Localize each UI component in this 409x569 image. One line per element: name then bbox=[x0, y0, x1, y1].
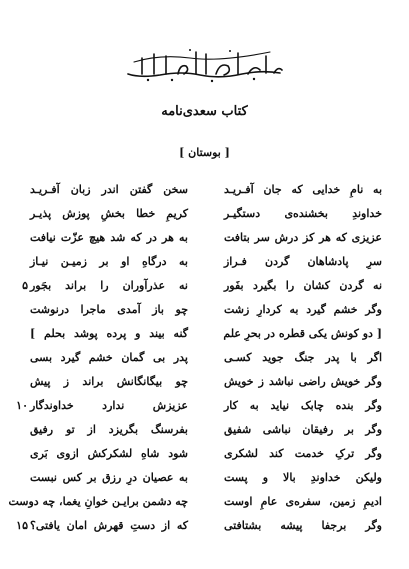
verse-line-number bbox=[10, 490, 28, 514]
basmala-calligraphy bbox=[120, 44, 290, 84]
verse-line-number bbox=[10, 466, 28, 490]
verse-first-hemistich: وگر برجفا پیشه بشتافتی bbox=[224, 519, 382, 532]
verse-line-number: ۵ bbox=[22, 279, 28, 292]
verse-row bbox=[30, 250, 382, 274]
verse-row bbox=[30, 442, 382, 466]
verse-row bbox=[30, 322, 382, 346]
verse-first-hemistich: وگر بنده چابک نیاید به کار bbox=[224, 399, 382, 412]
verse-line-number bbox=[10, 226, 28, 250]
verse-second-hemistich: سخن گفتن اندر زبان آفـریـد bbox=[30, 183, 188, 196]
verse-line-number: ۱۰ bbox=[16, 399, 28, 412]
verse-second-hemistich: به هر در که شد هیچ عزّت نیافت bbox=[30, 231, 188, 244]
verse-line-number bbox=[10, 418, 28, 442]
verse-line-number bbox=[10, 370, 28, 394]
verse-second-hemistich: که از دستِ قهرش امان یافتی؟ bbox=[30, 519, 188, 532]
verse-line-number bbox=[10, 202, 28, 226]
book-title: کتاب سعدی‌نامه bbox=[161, 104, 248, 119]
verse-line-number bbox=[10, 442, 28, 466]
verse-first-hemistich: عزیزی که هر کز درش سر بتافت bbox=[224, 231, 382, 244]
verse-first-hemistich: وگر خویش راضی نباشد ز خویش bbox=[224, 375, 382, 388]
verse-row bbox=[22, 274, 382, 298]
verse-first-hemistich: خداوندِ بخشنده‌ی دستگیـر bbox=[224, 207, 382, 220]
verse-first-hemistich: وگر بر رفیقان نباشی شفیق bbox=[224, 423, 382, 436]
verse-second-hemistich: پدر بی گمان خشم گیرد بسی bbox=[30, 351, 188, 364]
verse-line-number bbox=[10, 178, 28, 202]
verse-second-hemistich: عزیزش ندارد خداوندگار bbox=[30, 399, 188, 412]
verse-second-hemistich: نه عذرآوران را براند بجَور bbox=[30, 279, 188, 292]
verse-second-hemistich: چه دشمن برایـن خوانِ یغما، چه دوست bbox=[8, 495, 188, 508]
verse-row bbox=[16, 514, 382, 538]
verse-first-hemistich: وگر خشم گیرد به کردارِ زشت bbox=[224, 303, 382, 316]
verse-second-hemistich: کریمِ خطا بخشِ پوزش پذیـر bbox=[30, 207, 188, 220]
section-heading: [ بوستان ] bbox=[179, 146, 230, 159]
verse-row bbox=[30, 370, 382, 394]
verse-second-hemistich: به درگاهِ او بر زمیـن نیـاز bbox=[30, 255, 188, 268]
verse-first-hemistich: ادیمِ زمین، سفره‌ی عامِ اوست bbox=[224, 495, 382, 508]
verse-row bbox=[30, 346, 382, 370]
verse-second-hemistich: شود شاهِ لشکرکش ازوی بَری bbox=[30, 447, 188, 460]
verse-second-hemistich: چو باز آمدی ماجرا درنوشت bbox=[30, 303, 188, 316]
verse-first-hemistich: اگر با پدر جنگ جوید کسـی bbox=[224, 351, 382, 364]
verse-second-hemistich: چو بیگانگانش براند ز پیش bbox=[30, 375, 188, 388]
verse-row bbox=[8, 490, 382, 514]
verse-first-hemistich: ولیکن خداوندِ بالا و پست bbox=[224, 471, 382, 484]
verse-first-hemistich: وگر ترکِ خدمت کند لشکری bbox=[224, 447, 382, 460]
verse-second-hemistich: به عصیان درِ رزق بر کس نبست bbox=[30, 471, 188, 484]
verse-line-number bbox=[10, 346, 28, 370]
verse-row bbox=[30, 178, 382, 202]
verse-first-hemistich: سرِ پادشاهان گردن فـراز bbox=[224, 255, 382, 268]
verse-row bbox=[30, 226, 382, 250]
basmala-calligraphy-drawing bbox=[120, 44, 290, 84]
verse-row bbox=[16, 394, 382, 418]
verse-second-hemistich: گنه بیند و پرده پوشد بحلم ] bbox=[30, 327, 188, 340]
verse-first-hemistich: نه گردن کشان را بگیرد بفَور bbox=[224, 279, 382, 292]
verse-row bbox=[30, 298, 382, 322]
verse-row bbox=[30, 202, 382, 226]
verse-row bbox=[30, 418, 382, 442]
verse-row bbox=[30, 466, 382, 490]
verse-line-number: ۱۵ bbox=[16, 519, 28, 532]
verse-first-hemistich: به نامِ خدایی که جان آفـریـد bbox=[224, 183, 382, 196]
verse-second-hemistich: بفرسنگ بگریزد از تو رفیق bbox=[30, 423, 188, 436]
verse-line-number bbox=[10, 298, 28, 322]
poem-body bbox=[8, 178, 382, 538]
verse-line-number bbox=[10, 250, 28, 274]
verse-first-hemistich: [ دو کونش یکی قطره در بحرِ علم bbox=[223, 327, 382, 340]
verse-line-number bbox=[10, 322, 28, 346]
